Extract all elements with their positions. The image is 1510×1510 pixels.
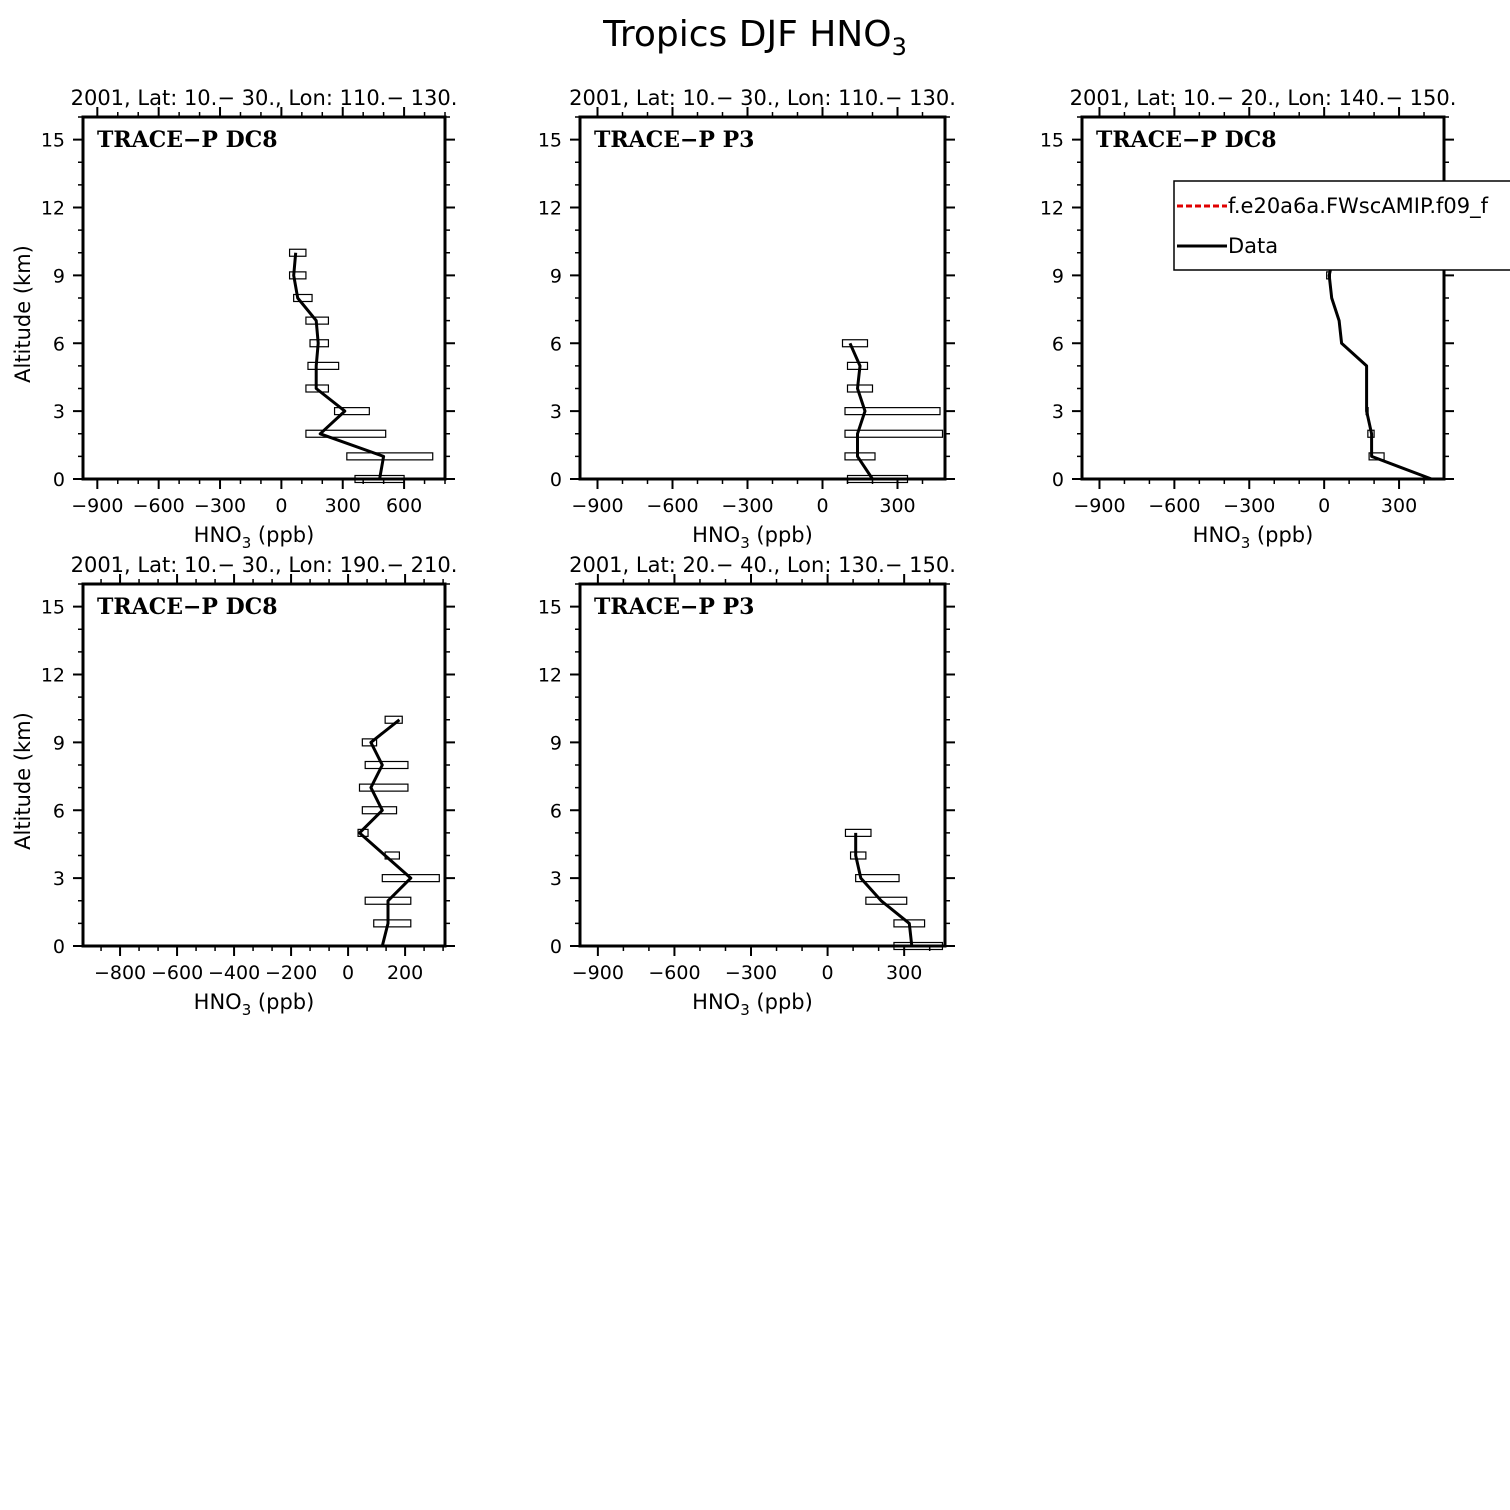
- x-tick-label: −600: [646, 495, 699, 517]
- y-tick-label: 3: [1051, 401, 1064, 424]
- plot-frame: [580, 117, 945, 479]
- series-line-data: [360, 720, 411, 946]
- error-bar: [290, 272, 306, 279]
- x-tick-label: −300: [721, 495, 774, 517]
- figure-title: [602, 14, 907, 61]
- campaign-label: TRACE−P DC8: [97, 127, 278, 153]
- y-tick-label: 15: [1039, 129, 1064, 152]
- x-tick-label: −900: [571, 962, 624, 984]
- x-tick-label: 300: [324, 495, 361, 517]
- x-axis-label-main: HNO: [193, 990, 242, 1014]
- x-axis-label: [692, 990, 813, 1019]
- campaign-label: TRACE−P DC8: [97, 594, 278, 620]
- figure-title-main: Tropics DJF HNO: [603, 14, 892, 55]
- y-axis-label: Altitude (km): [11, 712, 35, 850]
- panel-title: 2001, Lat: 10.− 20., Lon: 140.− 150.: [1069, 86, 1457, 110]
- plot-frame: [83, 584, 445, 946]
- x-tick-label: 600: [385, 495, 423, 517]
- error-bar: [851, 852, 866, 859]
- y-tick-label: 12: [537, 197, 562, 220]
- y-tick-label: 0: [549, 469, 562, 491]
- y-tick-label: 9: [549, 265, 562, 288]
- panel-title: 2001, Lat: 10.− 30., Lon: 190.− 210.: [70, 553, 458, 577]
- error-bar: [845, 829, 871, 836]
- x-axis-label-subscript: 3: [740, 1001, 750, 1019]
- plot-frame: [1082, 117, 1444, 479]
- campaign-label: TRACE−P DC8: [1096, 127, 1277, 153]
- y-tick-label: 12: [40, 197, 65, 220]
- x-tick-label: −800: [93, 962, 147, 984]
- x-tick-label: −600: [648, 962, 701, 984]
- y-tick-label: 9: [52, 265, 65, 288]
- y-tick-label: 9: [549, 732, 562, 755]
- error-bar: [374, 920, 411, 927]
- figure-title-subscript: 3: [891, 33, 907, 61]
- x-tick-label: −900: [571, 495, 624, 517]
- x-tick-label: 0: [1318, 495, 1331, 517]
- x-tick-label: −600: [1148, 495, 1201, 517]
- y-tick-label: 9: [1051, 265, 1064, 288]
- panel-title: 2001, Lat: 10.− 30., Lon: 110.− 130.: [569, 86, 956, 110]
- legend-label-1: f.e20a6a.FWscAMIP.f09_f: [1228, 194, 1489, 218]
- error-bar: [359, 784, 407, 791]
- x-axis-label-unit: (ppb): [251, 523, 315, 547]
- x-tick-label: 0: [816, 495, 829, 517]
- y-tick-label: 3: [549, 401, 562, 424]
- chart-panel-5: [538, 553, 956, 1019]
- plot-frame: [580, 584, 945, 946]
- y-tick-label: 12: [40, 664, 65, 687]
- x-axis-label-main: HNO: [692, 990, 741, 1014]
- x-tick-label: −300: [724, 962, 778, 984]
- x-tick-label: −600: [150, 962, 204, 984]
- legend: [1174, 181, 1510, 270]
- campaign-label: TRACE−P P3: [594, 594, 755, 620]
- x-tick-label: 300: [879, 495, 916, 517]
- y-tick-label: 9: [52, 732, 65, 755]
- series-line-data: [1329, 253, 1431, 479]
- x-axis-label-subscript: 3: [241, 1001, 252, 1019]
- error-bar: [365, 762, 408, 769]
- y-tick-label: 3: [549, 868, 562, 891]
- x-axis-label-subscript: 3: [241, 534, 252, 552]
- error-bar: [347, 453, 433, 460]
- y-tick-label: 3: [52, 401, 65, 424]
- chart-panel-2: [538, 86, 956, 552]
- x-tick-label: −300: [193, 495, 247, 517]
- y-tick-label: 6: [1051, 333, 1064, 356]
- y-tick-label: 0: [549, 936, 562, 958]
- error-bar: [290, 249, 306, 256]
- y-tick-label: 3: [52, 868, 65, 891]
- y-axis-label: Altitude (km): [11, 245, 35, 383]
- x-tick-label: −200: [264, 962, 318, 984]
- x-axis-label: [194, 523, 315, 552]
- series-line-data: [850, 343, 873, 479]
- x-axis-label: [194, 990, 315, 1019]
- x-tick-label: 300: [1380, 495, 1418, 517]
- error-bar: [845, 408, 940, 415]
- y-tick-label: 6: [52, 800, 65, 823]
- error-bar: [306, 430, 386, 437]
- x-tick-label: 0: [821, 962, 834, 984]
- x-tick-label: −900: [1073, 495, 1126, 517]
- y-tick-label: 6: [52, 333, 65, 356]
- x-tick-label: 0: [275, 495, 288, 517]
- campaign-label: TRACE−P P3: [594, 127, 755, 153]
- series-line-data: [856, 833, 912, 946]
- x-tick-label: −400: [207, 962, 261, 984]
- x-tick-label: 0: [342, 962, 355, 984]
- y-tick-label: 0: [52, 936, 65, 958]
- error-bar: [848, 385, 873, 392]
- y-tick-label: 12: [537, 664, 562, 687]
- x-axis-label-main: HNO: [692, 523, 741, 547]
- x-axis-label-subscript: 3: [740, 534, 750, 552]
- x-axis-label-subscript: 3: [1240, 534, 1251, 552]
- x-axis-label-main: HNO: [1192, 523, 1241, 547]
- y-tick-label: 12: [1039, 197, 1064, 220]
- panel-title: 2001, Lat: 10.− 30., Lon: 110.− 130.: [70, 86, 458, 110]
- x-axis-label-unit: (ppb): [749, 523, 813, 547]
- y-tick-label: 6: [549, 333, 562, 356]
- y-tick-label: 15: [40, 596, 65, 619]
- legend-label-2: Data: [1228, 234, 1279, 258]
- y-tick-label: 15: [537, 129, 562, 152]
- chart-panel-3: [1040, 86, 1457, 552]
- error-bar: [385, 716, 402, 723]
- x-axis-label: [1193, 523, 1314, 552]
- x-tick-label: −900: [71, 495, 124, 517]
- x-axis-label-main: HNO: [193, 523, 242, 547]
- plot-frame: [83, 117, 445, 479]
- x-axis-label-unit: (ppb): [251, 990, 315, 1014]
- chart-panel-4: [11, 553, 457, 1019]
- error-bar: [308, 362, 339, 369]
- x-axis-label-unit: (ppb): [749, 990, 813, 1014]
- panel-title: 2001, Lat: 20.− 40., Lon: 130.− 150.: [569, 553, 956, 577]
- x-axis-label-unit: (ppb): [1250, 523, 1314, 547]
- y-tick-label: 6: [549, 800, 562, 823]
- x-tick-label: −600: [132, 495, 185, 517]
- x-axis-label: [692, 523, 813, 552]
- x-tick-label: 200: [386, 962, 424, 984]
- y-tick-label: 15: [537, 596, 562, 619]
- error-bar: [843, 340, 868, 347]
- y-tick-label: 0: [1051, 469, 1064, 491]
- y-tick-label: 15: [40, 129, 65, 152]
- chart-panel-1: [11, 86, 457, 552]
- x-tick-label: 300: [886, 962, 923, 984]
- x-tick-label: −300: [1223, 495, 1276, 517]
- y-tick-label: 0: [52, 469, 65, 491]
